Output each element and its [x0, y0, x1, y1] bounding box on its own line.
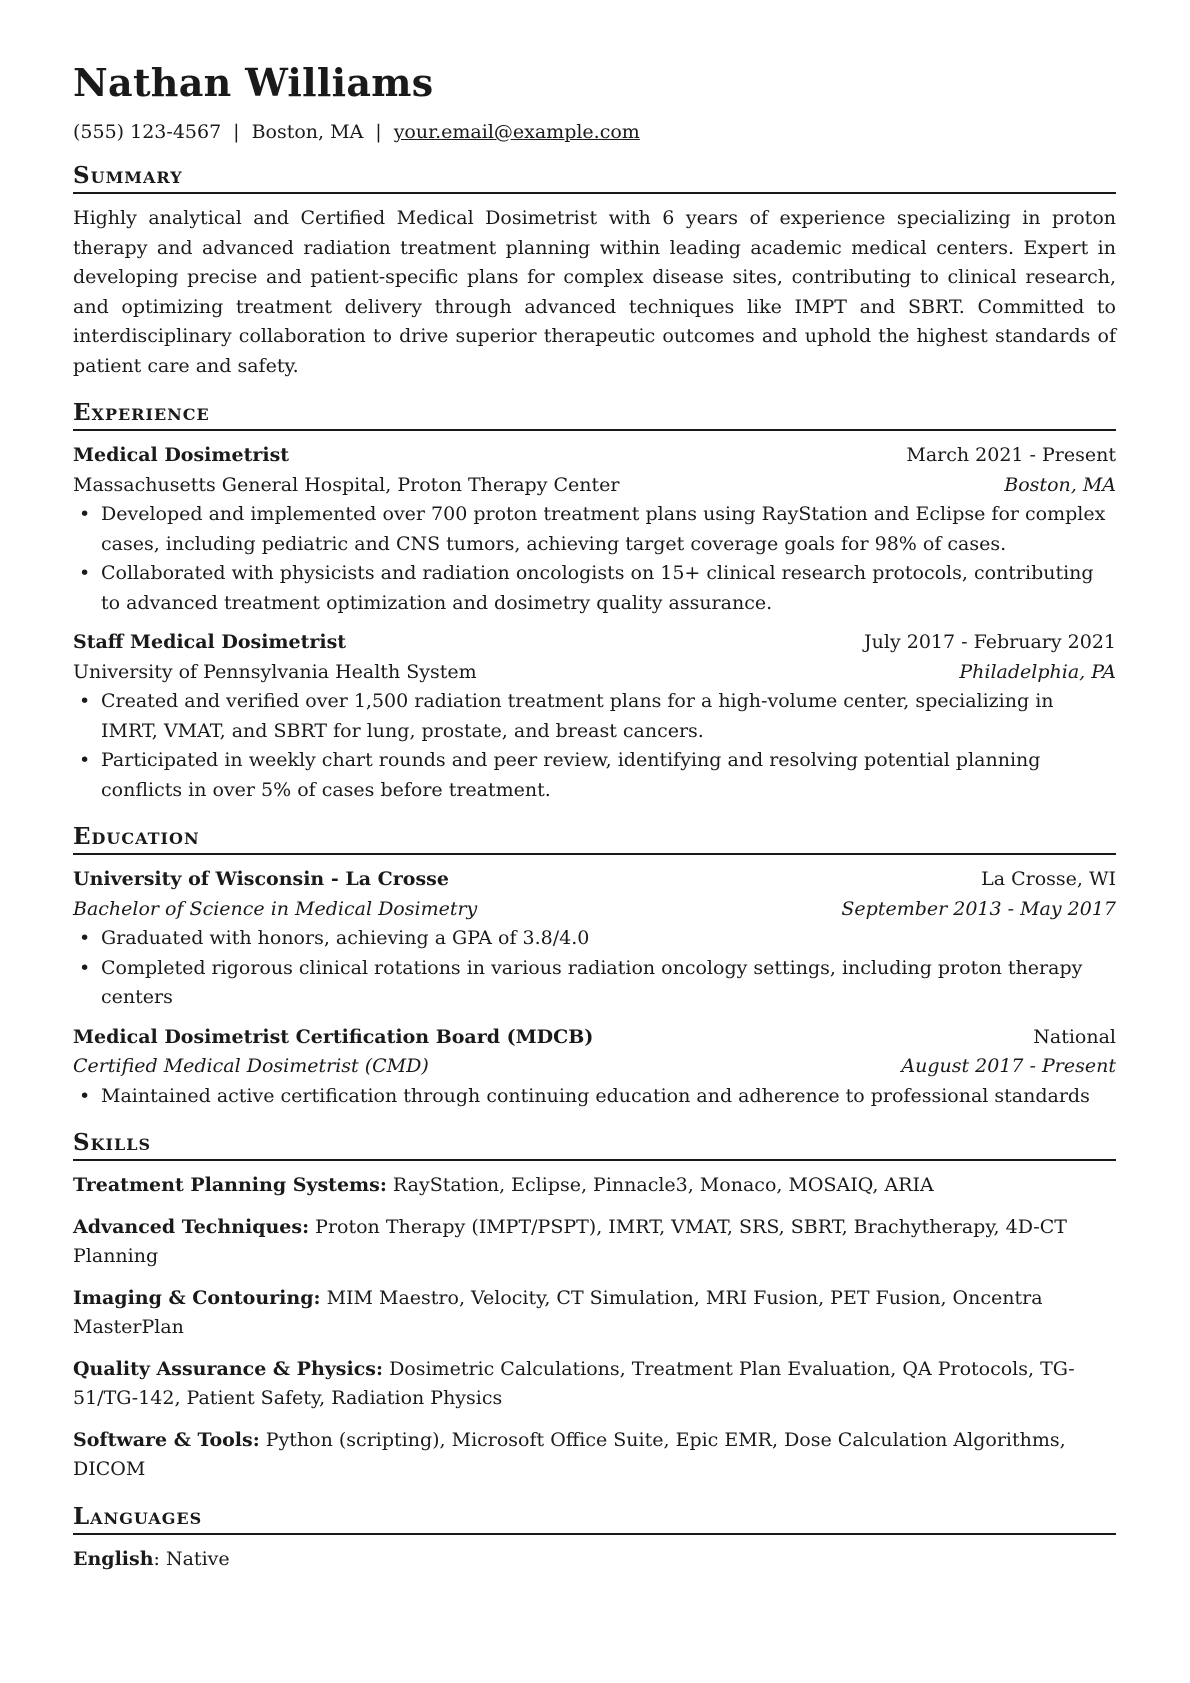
skill-line — [73, 1171, 1116, 1201]
school-location: La Crosse, WI — [981, 868, 1116, 890]
contact-separator: | — [233, 121, 240, 143]
experience-entry — [73, 628, 1116, 805]
list-item: • Collaborated with physicists and radiation oncologists on 15+ clinical research protocols, contributing to advanced treatment optimization and dosimetry quality assurance. — [101, 559, 1116, 618]
experience-section — [73, 399, 1116, 805]
section-title-experience: Experience — [73, 399, 1116, 431]
phone: (555) 123-4567 — [73, 121, 222, 143]
school-name: Medical Dosimetrist Certification Board (MDCB) — [73, 1025, 594, 1048]
list-item: • Completed rigorous clinical rotations in various radiation oncology settings, including proton therapy centers — [101, 954, 1116, 1013]
degree: Certified Medical Dosimetrist (CMD) — [73, 1055, 429, 1077]
school-location: National — [1033, 1025, 1116, 1048]
language-name: English — [73, 1547, 154, 1570]
skill-label: Advanced Techniques: — [73, 1215, 310, 1238]
language-level: Native — [165, 1547, 230, 1570]
candidate-name: Nathan Williams — [73, 60, 434, 105]
skill-value: MIM Maestro, Velocity, CT Simulation, MRI Fusion, PET Fusion, Oncentra MasterPlan — [73, 1286, 1043, 1338]
skill-label: Treatment Planning Systems: — [73, 1174, 387, 1196]
entry-header-row — [73, 1023, 1116, 1053]
entry-header-row — [73, 628, 1116, 658]
location: Boston, MA — [251, 121, 364, 143]
degree: Bachelor of Science in Medical Dosimetry — [73, 897, 478, 920]
education-entry — [73, 1023, 1116, 1112]
education-entry — [73, 865, 1116, 1013]
skill-value: Proton Therapy (IMPT/PSPT), IMRT, VMAT, SRS, SBRT, Brachytherapy, 4D-CT Planning — [73, 1215, 1067, 1267]
skill-label: Quality Assurance & Physics: — [73, 1357, 384, 1380]
section-title-education: Education — [73, 823, 1116, 855]
skill-value: Dosimetric Calculations, Treatment Plan Evaluation, QA Protocols, TG-51/TG-142, Patient Safety, Radiation Physics — [73, 1357, 1075, 1409]
skill-line — [73, 1213, 1116, 1272]
skill-label: Software & Tools: — [73, 1428, 260, 1451]
employer: Massachusetts General Hospital, Proton Therapy Center — [73, 473, 620, 496]
skill-line — [73, 1355, 1116, 1414]
school-name: University of Wisconsin - La Crosse — [73, 868, 449, 890]
job-location: Philadelphia, PA — [959, 660, 1116, 683]
list-item: • Participated in weekly chart rounds and peer review, identifying and resolving potential planning conflicts in over 5% of cases before treatment. — [101, 746, 1116, 805]
employer: University of Pennsylvania Health System — [73, 660, 477, 683]
section-title-skills: Skills — [73, 1129, 1116, 1161]
job-title: Staff Medical Dosimetrist — [73, 631, 347, 653]
entry-header-row — [73, 441, 1116, 471]
job-title: Medical Dosimetrist — [73, 444, 290, 466]
entry-subheader-row — [73, 658, 1116, 688]
list-item: • Created and verified over 1,500 radiation treatment plans for a high-volume center, specializing in IMRT, VMAT, and SBRT for lung, prostate, and breast cancers. — [101, 687, 1116, 746]
bullet-list — [73, 924, 1116, 1013]
summary-section — [73, 162, 1116, 381]
section-title-summary: Summary — [73, 162, 1116, 194]
experience-entry — [73, 441, 1116, 618]
entry-subheader-row — [73, 895, 1116, 925]
job-dates: March 2021 - Present — [906, 444, 1116, 466]
bullet-list — [73, 687, 1116, 805]
skill-line — [73, 1284, 1116, 1343]
skill-label: Imaging & Contouring: — [73, 1286, 321, 1309]
job-dates: July 2017 - February 2021 — [864, 631, 1116, 653]
list-item: • Maintained active certification through continuing education and adherence to professional standards — [101, 1082, 1116, 1112]
bullet-list — [73, 1082, 1116, 1112]
education-dates: September 2013 - May 2017 — [841, 897, 1116, 920]
summary-text: Highly analytical and Certified Medical Dosimetrist with 6 years of experience specializing in proton therapy and advanced radiation treatment planning within leading academic medical centers. Expert in developing precise and patient-specific plans for complex disease sites, contributing to clinical research, and optimizing treatment delivery through advanced techniques like IMPT and SBRT. Committed to interdisciplinary collaboration to drive superior therapeutic outcomes and uphold the highest standards of patient care and safety. — [73, 207, 1116, 377]
entry-subheader-row — [73, 471, 1116, 501]
education-dates: August 2017 - Present — [901, 1055, 1116, 1077]
skill-value: Python (scripting), Microsoft Office Suite, Epic EMR, Dose Calculation Algorithms, DICOM — [73, 1428, 1066, 1480]
section-title-languages: Languages — [73, 1503, 1116, 1535]
contact-separator: | — [375, 121, 382, 143]
skill-value: RayStation, Eclipse, Pinnacle3, Monaco, MOSAIQ, ARIA — [392, 1174, 934, 1196]
job-location: Boston, MA — [1004, 473, 1116, 496]
entry-header-row — [73, 865, 1116, 895]
list-item: • Graduated with honors, achieving a GPA of 3.8/4.0 — [101, 924, 1116, 954]
bullet-list — [73, 500, 1116, 618]
entry-subheader-row — [73, 1052, 1116, 1082]
list-item: • Developed and implemented over 700 proton treatment plans using RayStation and Eclipse for complex cases, including pediatric and CNS tumors, achieving target coverage goals for 98% of cases. — [101, 500, 1116, 559]
skill-line — [73, 1426, 1116, 1485]
language-line: English: Native — [73, 1547, 230, 1570]
languages-section — [73, 1503, 1116, 1575]
education-section — [73, 823, 1116, 1111]
email-link[interactable]: your.email@example.com — [393, 121, 640, 143]
contact-line — [73, 120, 1116, 144]
skills-section — [73, 1129, 1116, 1485]
